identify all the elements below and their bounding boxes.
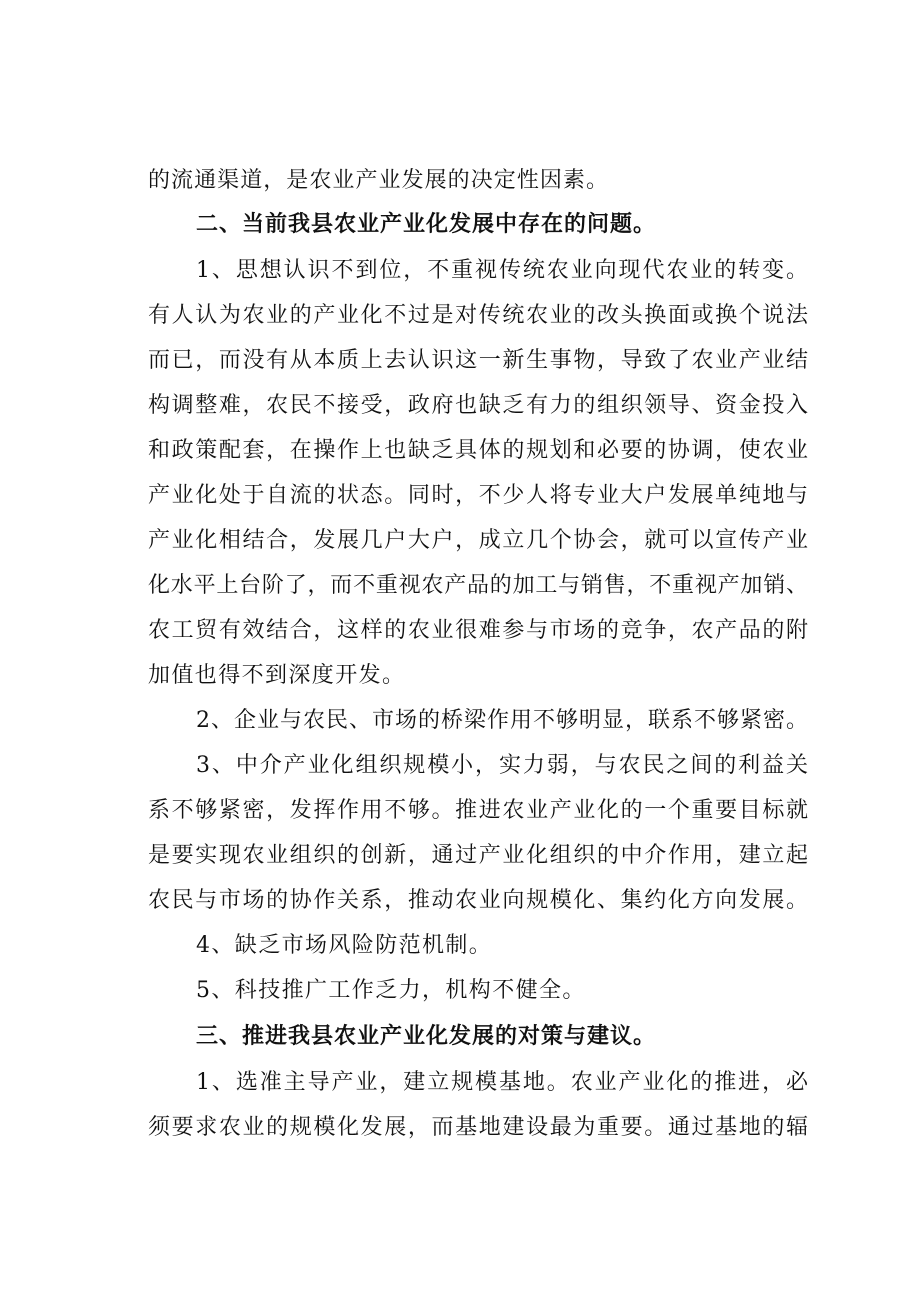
- section-heading-3: 三、推进我县农业产业化发展的对策与建议。: [196, 1024, 657, 1049]
- paragraph-line: 和政策配套，在操作上也缺乏具体的规划和必要的协调，使农业: [148, 438, 808, 463]
- list-item-5: 5、科技推广工作乏力，机构不健全。: [196, 978, 586, 1003]
- list-item-1: 1、选准主导产业，建立规模基地。农业产业化的推进，必: [196, 1070, 808, 1095]
- paragraph-line: 产业化处于自流的状态。同时，不少人将专业大户发展单纯地与: [148, 483, 808, 508]
- paragraph-line: 构调整难，农民不接受，政府也缺乏有力的组织领导、资金投入: [148, 393, 808, 418]
- paragraph-line: 而已，而没有从本质上去认识这一新生事物，导致了农业产业结: [148, 348, 808, 373]
- paragraph-line: 产业化相结合，发展几户大户，成立几个协会，就可以宣传产业: [148, 528, 808, 553]
- paragraph-continuation: 的流通渠道，是农业产业发展的决定性因素。: [148, 168, 608, 193]
- paragraph-line: 农民与市场的协作关系，推动农业向规模化、集约化方向发展。: [148, 888, 808, 913]
- paragraph-line: 1、思想认识不到位，不重视传统农业向现代农业的转变。: [196, 258, 808, 283]
- paragraph-line: 有人认为农业的产业化不过是对传统农业的改头换面或换个说法: [148, 303, 808, 328]
- paragraph-line: 须要求农业的规模化发展，而基地建设最为重要。通过基地的辐: [148, 1115, 808, 1140]
- paragraph-line: 加值也得不到深度开发。: [148, 663, 406, 688]
- section-heading-2: 二、当前我县农业产业化发展中存在的问题。: [196, 212, 657, 237]
- list-item-4: 4、缺乏市场风险防范机制。: [196, 933, 493, 958]
- list-item-2: 2、企业与农民、市场的桥梁作用不够明显，联系不够紧密。: [196, 708, 808, 733]
- paragraph-line: 农工贸有效结合，这样的农业很难参与市场的竞争，农产品的附: [148, 618, 808, 643]
- paragraph-line: 系不够紧密，发挥作用不够。推进农业产业化的一个重要目标就: [148, 798, 808, 823]
- paragraph-line: 是要实现农业组织的创新，通过产业化组织的中介作用，建立起: [148, 843, 808, 868]
- paragraph-line: 化水平上台阶了，而不重视农产品的加工与销售，不重视产加销、: [148, 573, 808, 598]
- list-item-3: 3、中介产业化组织规模小，实力弱，与农民之间的利益关: [196, 753, 808, 778]
